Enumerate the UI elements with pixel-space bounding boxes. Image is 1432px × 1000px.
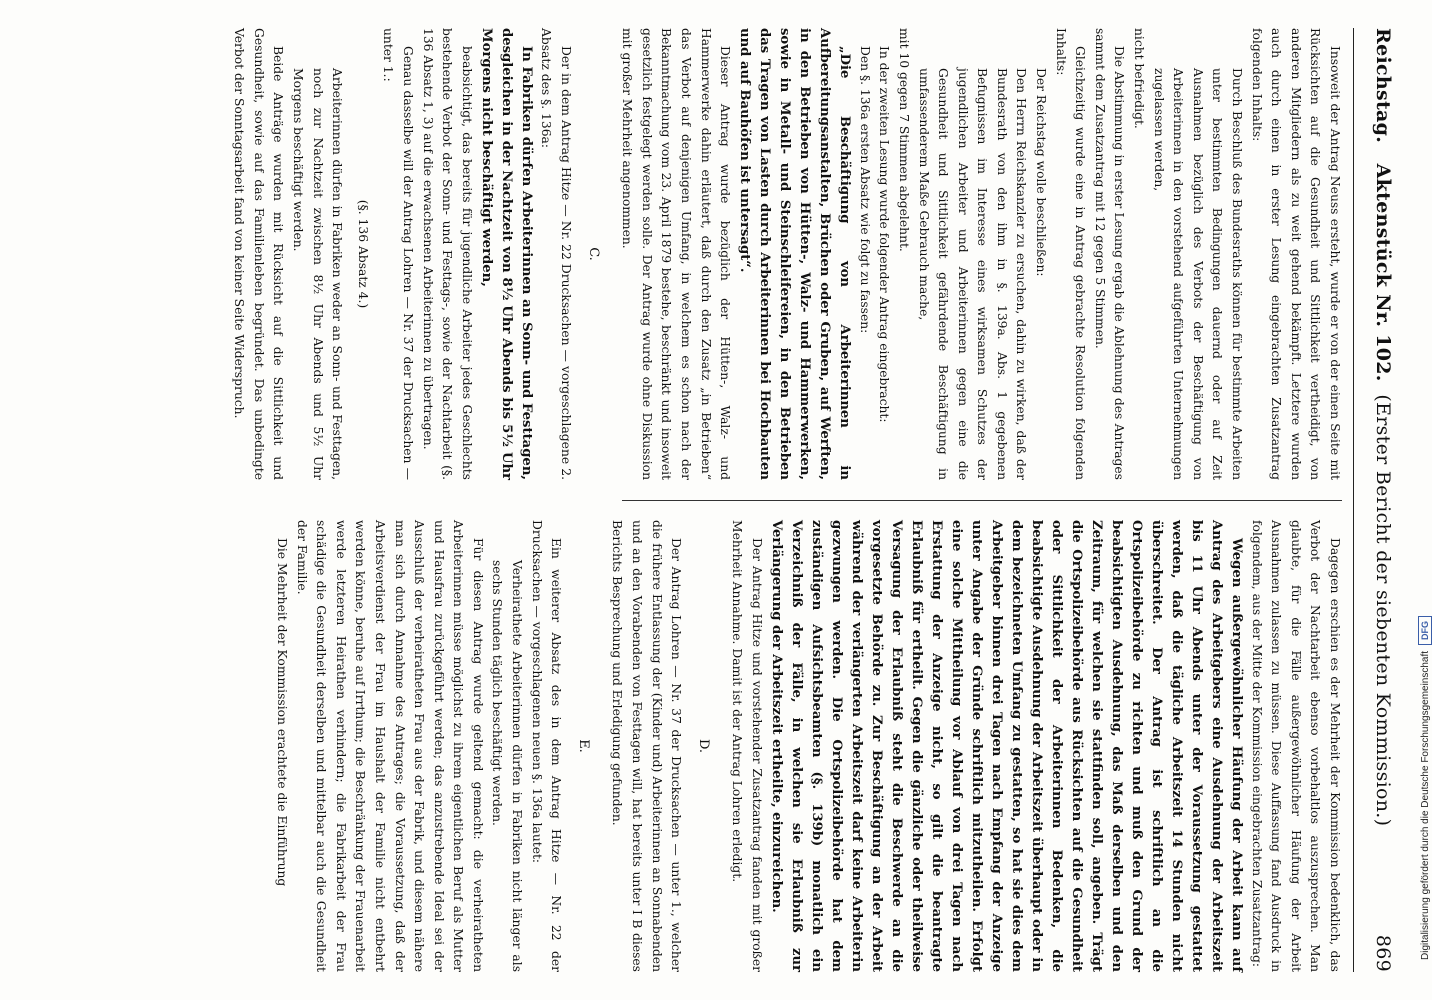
paragraph: Genau dasselbe will der Antrag Lohren — Nr. 37 der Drucksachen — unter 1.: xyxy=(381,28,416,480)
header-rule xyxy=(1353,28,1354,972)
paragraph: Der in dem Antrag Hitze — Nr. 22 Drucksachen — vorgeschlagene 2. Absatz des §. 136a: xyxy=(539,28,573,480)
paragraph: In der zweiten Lesung wurde folgender Antrag eingebracht: xyxy=(877,46,892,423)
credit-text: Digitalisierung gefördert durch die Deutsche Forschungsgemeinschaft xyxy=(1420,650,1431,960)
header-aktenstueck: Aktenstück Nr. 102. xyxy=(1372,163,1394,382)
paragraph: Ein weiterer Absatz des in dem Antrag Hitze — Nr. 22 der Drucksachen — vorgeschlagenen neuen §. 136a lautet: xyxy=(529,520,564,972)
section-letter: E. xyxy=(575,739,591,753)
paragraph: Der Reichstag wolle beschließen: xyxy=(1034,68,1049,277)
paragraph: Den §. 136a ersten Absatz wie folgt zu fassen: xyxy=(857,46,872,334)
dfg-logo: DFG xyxy=(1418,616,1432,645)
digitization-credit xyxy=(1392,40,1432,960)
paragraph: nicht befriedigt. xyxy=(1132,28,1147,129)
header-document-title xyxy=(1372,78,1394,912)
paragraph: Die Abstimmung in erster Lesung ergab die Ablehnung des Antrages sammt dem Zusatzantrag mit 12 gegen 5 Stimmen. xyxy=(1092,28,1127,480)
bold-paragraph: Wegen außergewöhnlicher Häufung der Arbeit kann auf Antrag des Arbeitgebers eine Ausdehnung der Arbeitszeit bis 11 Uhr Abends unter der Voraussetzung gestattet werden, daß die tägliche Arbeitszeit 14 Stunden nicht überschreitet. Der Antrag ist schriftlich an die Ortspolizeibehörde zu richten und muß den Grund der beabsichtigten Ausdehnung, das Maß derselben und den Zeitraum, für welchen sie stattfinden soll, angeben. Trägt die Ortspolizeibehörde aus Rücksichten auf die Gesundheit oder Sittlichkeit der Arbeiterinnen Bedenken, die beabsichtigte Ausdehnung der Arbeitszeit überhaupt oder in dem bezeichneten Umfang zu gestatten, so hat sie dies dem Arbeitgeber binnen drei Tagen nach Empfang der Anzeige unter Angabe der Gründe schriftlich mitzutheilen. Erfolgt eine solche Mittheilung vor Ablauf von drei Tagen nach Erstattung der Anzeige nicht, so gilt die beantragte Erlaubniß für ertheilt. Gegen die gänzliche oder theilweise Versagung der Erlaubniß steht die Beschwerde an die vorgesetzte Behörde zu. Zur Beschäftigung an der Arbeit während der verlängerten Arbeitszeit darf keine Arbeiterin gezwungen werden. Die Ortspolizeibehörde hat dem zuständigen Aufsichtsbeamten (§. 139b) monatlich ein Verzeichniß der Fälle, in welchen sie Erlaubniß zur Verlängerung der Arbeitszeit ertheilte, einzureichen. xyxy=(769,520,1245,972)
page-number: 869 xyxy=(1372,934,1394,972)
paragraph: Der Antrag Lohren — Nr. 37 der Drucksachen — unter 1., welcher die frühere Entlassung der (Kinder und) Arbeiterinnen an Sonnabenden und an den Vorabenden von Festtagen will, hat bereits unter I B dieses Berichts Besprechung und Erledigung gefunden. xyxy=(610,520,684,972)
paragraph: Dieser Antrag wurde bezüglich der Hütten-, Walz- und Hammerwerke dahin erläutert, daß durch den Zusatz „in Betrieben“ das Verbot auf denjenigen Umfang, in welchem es schon nach der Bekanntmachung vom 23. April 1879 bestehe, beschränkt und insoweit gesetzlich festgelegt werden solle. Der Antrag wurde ohne Diskussion mit großer Mehrheit angenommen. xyxy=(620,28,733,480)
right-column xyxy=(271,520,1344,972)
column-divider xyxy=(622,500,1342,501)
paragraph: Beide Anträge wurden mit Rücksicht auf die Sittlichkeit und Gesundheit, sowie auf das Familienleben begründet. Das unbedingte Verbot der Sonntagsarbeit fand von keiner Seite Widerspruch. xyxy=(232,28,286,480)
left-column xyxy=(229,28,1344,480)
bold-paragraph: „Die Beschäftigung von Arbeiterinnen in Aufbereitungsanstalten, Brüchen oder Gruben, auf Werften, in den Betrieben von Hütten-, Walz- und Hammerwerken, sowie in Metall- und Steinschleifereien, in den Betrieben das Tragen von Lasten durch Arbeiterinnen bei Hochbauten und auf Bauhöfen ist untersagt“. xyxy=(737,28,853,480)
paragraph: Den Herrn Reichskanzler zu ersuchen, dahin zu wirken, daß der Bundesrath von den ihm in §. 139a. Abs. 1 gegebenen Befugnissen im Interesse eines wirksamen Schutzes der jugendlichen Arbeiter und Arbeiterinnen gegen eine die Gesundheit und Sittlichkeit gefährdende Beschäftigung in umfassenderem Maße Gebrauch mache, xyxy=(916,68,1029,480)
paragraph: Für diesen Antrag wurde geltend gemacht: die verheiratheten Arbeiterinnen müsse möglichst zu ihrem eigentlichen Beruf als Mutter und Hausfrau zurückgeführt werden; das anzustrebende Ideal sei der Ausschluß der verheiratheten Frau aus der Fabrik, und diesem nähere man sich durch Annahme des Antrages; die Voraussetzung, daß der Arbeitsverdienst der Frau im Haushalt der Familie nicht entbehrt werden könne, beruhe auf Irrthum; die Beschränkung der Frauenarbeit werde letzteren Heirathen verhindern; die Fabrikarbeit der Frau schädige die Gesundheit derselben und mittelbar auch die Gesundheit der Familie. xyxy=(294,520,485,972)
paragraph: Gleichzeitig wurde eine in Antrag gebrachte Resolution folgenden Inhalts: xyxy=(1053,28,1088,480)
paragraph: (§. 136 Absatz 4.) xyxy=(355,199,370,309)
section-letter: D. xyxy=(695,738,711,754)
paragraph: Dagegen erschien es der Mehrheit der Kommission bedenklich, das Verbot der Nachtarbeit ebenso vorbehaltlos auszusprechen. Man glaubte, für die Fälle außergewöhnlicher Häufung der Arbeit Ausnahmen zulassen zu müssen. Diese Auffassung fand Ausdruck in folgendem, aus der Mitte der Kommission eingebrachten Zusatzantrag: xyxy=(1249,520,1342,972)
paragraph: Arbeiterinnen dürfen in Fabriken weder an Sonn- und Festtagen, noch zur Nachtzeit zwischen 8½ Uhr Abends und 5½ Uhr Morgens beschäftigt werden. xyxy=(291,68,345,480)
paragraph: Verheirathete Arbeiterinnen dürfen in Fabriken nicht länger als sechs Stunden täglich beschäftigt werden. xyxy=(490,560,525,972)
paragraph: Der Antrag Hitze und vorstehender Zusatzantrag fanden mit großer Mehrheit Annahme. Damit ist der Antrag Lohren erledigt. xyxy=(730,520,765,972)
bold-paragraph: In Fabriken dürfen Arbeiterinnen an Sonn- und Festtagen, desgleichen in der Nachtzeit von 8½ Uhr Abends bis 5½ Uhr Morgens nicht beschäftigt werden, xyxy=(478,28,534,480)
paragraph: Insoweit der Antrag Neuss ersteht, wurde er von der einen Seite mit Rücksichten auf die Gesundheit und Sittlichkeit vertheidigt, von anderen Mitgliedern als zu weit gehend bekämpft. Letztere wurden auch durch einen in erster Lesung eingebrachten Zusatzantrag folgenden Inhalts: xyxy=(1249,28,1342,480)
paragraph: mit 10 gegen 7 Stimmen abgelehnt. xyxy=(896,28,911,252)
header-report-title: (Erster Bericht der siebenten Kommission.) xyxy=(1372,394,1394,827)
paragraph: Die Mehrheit der Kommission erachtete die Einführung xyxy=(274,538,289,887)
section-letter: C. xyxy=(585,247,601,261)
paragraph: Durch Beschluß des Bundesraths können für bestimmte Arbeiten unter bestimmten Bedingungen dauernd oder auf Zeit Ausnahmen bezüglich des Verbots der Beschäftigung von Arbeiterinnen in den vorstehend aufgeführten Unternehmungen zugelassen werden, xyxy=(1151,68,1245,480)
paragraph: beabsichtigt, das bereits für jugendliche Arbeiter jedes Geschlechts bestehende Verbot der Sonn- und Festtags-, sowie der Nachtarbeit (§. 136 Absatz 1, 3) auf die erwachsenen Arbeiterinnen zu übertragen. xyxy=(420,28,474,480)
header-title: Reichstag. xyxy=(1372,28,1394,144)
